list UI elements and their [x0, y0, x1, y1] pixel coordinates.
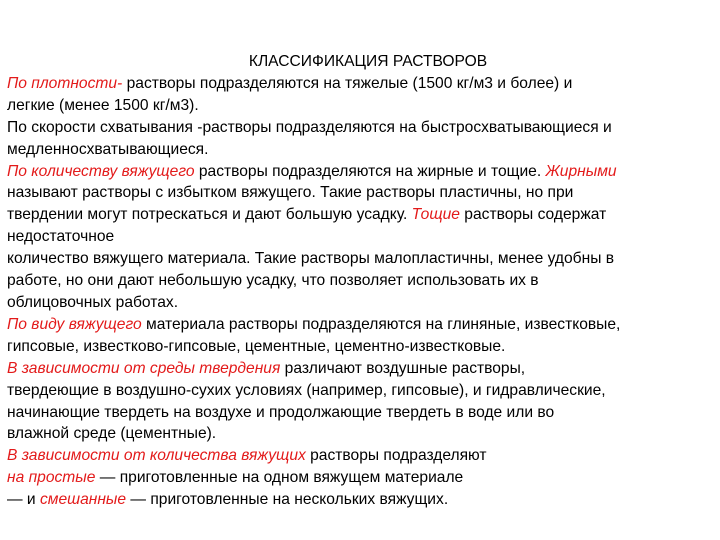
text-line [7, 358, 719, 380]
body-text-run: растворы содержат [459, 206, 607, 224]
emphasis-text: По плотности- [7, 74, 127, 92]
text-line [7, 270, 719, 292]
text-line [7, 117, 719, 139]
body-text-run: медленносхватывающиеся. [7, 140, 209, 158]
text-line [7, 204, 719, 226]
text-line [7, 489, 719, 511]
body-text-run: гипсовые, известково-гипсовые, цементные, цементно-известковые. [7, 337, 506, 355]
body-text-run: — и [7, 491, 40, 509]
text-line [7, 445, 719, 467]
emphasis-text: на простые [7, 469, 96, 487]
text-line [7, 226, 719, 248]
body-text-run: твердении могут потрескаться и дают большую усадку. [7, 206, 412, 224]
body-text-run: материала растворы подразделяются на глиняные, известковые, [141, 315, 621, 333]
text-line [7, 314, 719, 336]
body-text-run: влажной среде (цементные). [7, 425, 217, 443]
emphasis-text: смешанные [39, 491, 127, 509]
emphasis-text: В зависимости от количества вяжущих [7, 447, 306, 465]
text-line [7, 467, 719, 489]
body-text-run: облицовочных работах. [7, 293, 179, 311]
emphasis-text: Жирными [545, 162, 617, 180]
slide-content [7, 51, 719, 511]
body-text-run: называют растворы с избытком вяжущего. Такие растворы пластичны, но при [7, 184, 574, 202]
body-text-run: — приготовленные на нескольких вяжущих. [126, 491, 449, 509]
text-line [7, 292, 719, 314]
text-line [7, 380, 719, 402]
body-text [7, 73, 719, 511]
body-text-run: — приготовленные на одном вяжущем материале [95, 469, 464, 487]
emphasis-text: Тощие [411, 206, 460, 224]
emphasis-text: В зависимости от среды твердения [7, 359, 281, 377]
body-text-run: недостаточное [7, 228, 115, 246]
body-text-run: растворы подразделяются на жирные и тощие. [194, 162, 546, 180]
body-text-run: растворы подразделяют [305, 447, 487, 465]
body-text-run: различают воздушные растворы, [280, 359, 526, 377]
body-text-run: работе, но они дают небольшую усадку, что позволяет использовать их в [7, 272, 539, 290]
text-line [7, 248, 719, 270]
text-line [7, 336, 719, 358]
emphasis-text: По виду вяжущего [7, 315, 142, 333]
text-line [7, 423, 719, 445]
body-text-run: количество вяжущего материала. Такие растворы малопластичны, менее удобны в [7, 250, 615, 268]
text-line [7, 73, 719, 95]
body-text-run: начинающие твердеть на воздухе и продолжающие твердеть в воде или во [7, 403, 555, 421]
text-line [7, 402, 719, 424]
text-line [7, 139, 719, 161]
text-line [7, 95, 719, 117]
text-line [7, 182, 719, 204]
body-text-run: По скорости схватывания -растворы подразделяются на быстросхватывающиеся и [7, 118, 612, 136]
slide-title: КЛАССИФИКАЦИЯ РАСТВОРОВ [248, 53, 488, 70]
emphasis-text: По количеству вяжущего [7, 162, 195, 180]
text-line [7, 161, 719, 183]
body-text-run: легкие (менее 1500 кг/м3). [7, 96, 199, 114]
body-text-run: твердеющие в воздушно-сухих условиях (например, гипсовые), и гидравлические, [7, 381, 606, 399]
body-text-run: растворы подразделяются на тяжелые (1500 кг/м3 и более) и [126, 74, 573, 92]
